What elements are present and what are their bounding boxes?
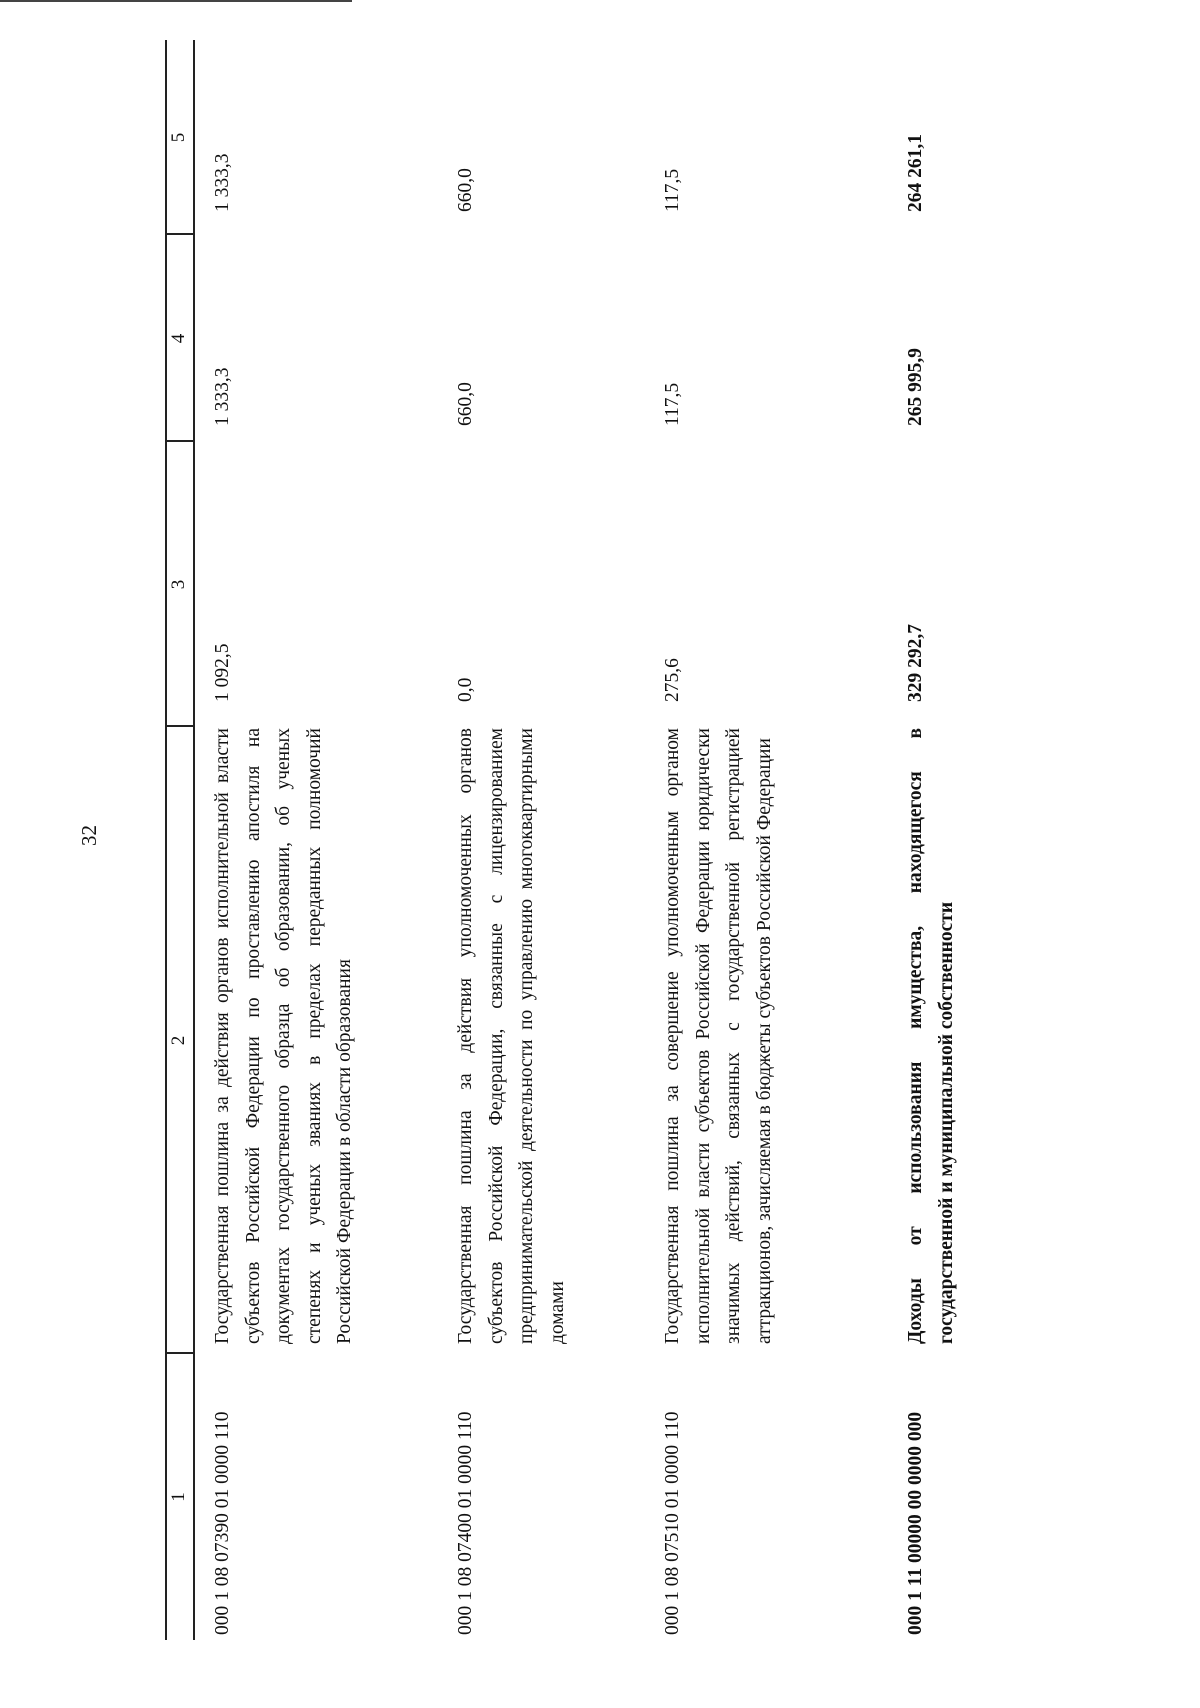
- table-row-code: 000 1 08 07400 01 0000 110: [455, 1411, 476, 1635]
- column-header: 5: [168, 132, 189, 143]
- column-header: 3: [168, 579, 189, 590]
- column-header: 1: [168, 1492, 189, 1502]
- table-row-col4: 265 995,9: [905, 348, 926, 426]
- table-row-col4: 117,5: [662, 382, 683, 426]
- column-header: 2: [168, 1035, 189, 1046]
- column-header: 4: [168, 333, 189, 344]
- table-row-col3: 329 292,7: [905, 624, 926, 702]
- table-row-description: Государственная пошлина за совершение уполномоченным органом исполнительной власти субъектов Российской Федерации юридически значимых действий, связанных с государственной регистрацией аттракционов, зачисляемая в бюджеты субъектов Российской Федерации: [662, 728, 775, 1344]
- table-row-col5: 117,5: [662, 168, 683, 212]
- table-row-col5: 1 333,3: [212, 153, 233, 212]
- table-row-col3: 275,6: [662, 658, 683, 702]
- table-row-col3: 0,0: [455, 677, 476, 702]
- header-bottom-border: [193, 40, 195, 1640]
- budget-table: [165, 40, 995, 1640]
- table-row-description: Доходы от использования имущества, находящегося в государственной и муниципальной собственности: [905, 728, 957, 1344]
- page-number: 32: [77, 825, 101, 846]
- table-row-description: Государственная пошлина за действия органов исполнительной власти субъектов Российской Федерации по проставлению апостиля на документах государственного образца об образовании, об ученых степенях и ученых званиях в пределах переданных полномочий Российской Федерации в области образования: [212, 728, 355, 1344]
- scan-edge-line: [0, 0, 352, 2]
- table-row-col4: 660,0: [455, 382, 476, 426]
- table-row-col3: 1 092,5: [212, 643, 233, 702]
- table-row-col5: 660,0: [455, 168, 476, 212]
- table-row-code: 000 1 11 00000 00 0000 000: [905, 1411, 926, 1635]
- table-row-col5: 264 261,1: [905, 134, 926, 212]
- table-row-description: Государственная пошлина за действия уполномоченных органов субъектов Российской Федерации, связанные с лицензированием предпринимательской деятельности по управлению многоквартирными домами: [455, 728, 568, 1344]
- table-row-code: 000 1 08 07510 01 0000 110: [662, 1411, 683, 1635]
- table-row-code: 000 1 08 07390 01 0000 110: [212, 1411, 233, 1635]
- table-row-col4: 1 333,3: [212, 367, 233, 426]
